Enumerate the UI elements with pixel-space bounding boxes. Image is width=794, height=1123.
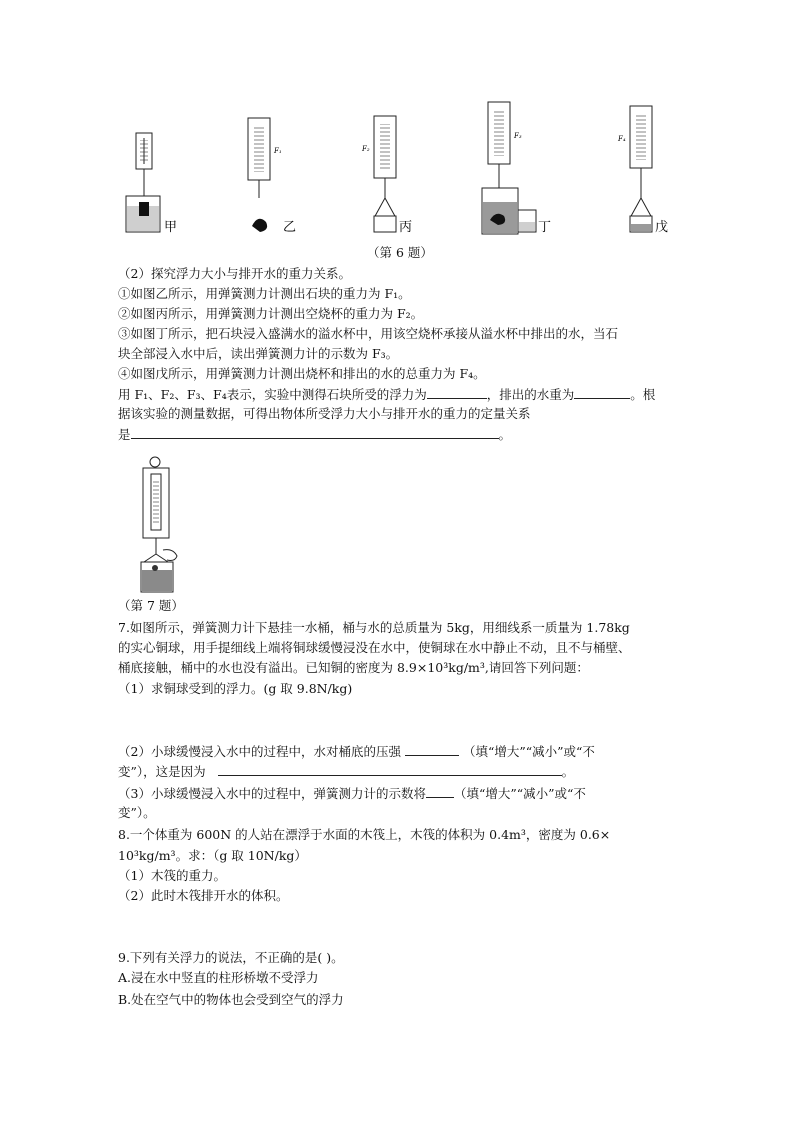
label-bing: 丙 — [399, 220, 413, 235]
q7-sub2b: （填“增大”“减小”或“不 — [462, 744, 595, 759]
q6-2-fill-a: 用 F₁、F₂、F₃、F₄表示，实验中测得石块所受的浮力为 — [118, 387, 427, 402]
q6-2-step3a: ③如图丁所示，把石块浸入盛满水的溢水杯中，用该空烧杯承接从溢水杯中排出的水，当石 — [118, 326, 619, 341]
q8-sub2: （2）此时木筏排开水的体积。 — [118, 888, 289, 903]
label-wu: 戊 — [655, 220, 669, 235]
q6-2-step4: ④如图戊所示，用弹簧测力计测出烧杯和排出的水的总重力为 F₄。 — [118, 366, 486, 381]
q7-sub2c: 变”），这是因为 — [118, 764, 206, 779]
blank-reason[interactable] — [218, 761, 562, 776]
apparatus-wu — [617, 106, 668, 235]
q6-2-title: （2）探究浮力大小与排开水的重力关系。 — [118, 266, 351, 281]
q6-2-step3b: 块全部浸入水中后，读出弹簧测力计的示数为 F₃。 — [118, 346, 399, 361]
q7-line1: 7.如图所示，弹簧测力计下悬挂一水桶，桶与水的总质量为 5kg，用细线系一质量为 1.78kg — [118, 620, 630, 635]
q6-2-fill-e: 是 — [118, 427, 131, 442]
figure-7-caption: （第 7 题） — [118, 598, 184, 613]
blank-pressure[interactable] — [405, 741, 459, 756]
label-yi: 乙 — [283, 220, 297, 235]
q7-line2: 的实心铜球，用手提细线上端将铜球缓慢浸没在水中，使铜球在水中静止不动，且不与桶壁、 — [118, 640, 631, 655]
blank-water-weight[interactable] — [574, 384, 630, 399]
figure-7 — [125, 456, 195, 596]
q6-2-fill-d: 据该实验的测量数据，可得出物体所受浮力大小与排开水的重力的定量关系 — [118, 406, 531, 421]
q6-2-fill-c: 。根 — [630, 387, 656, 402]
q7-line3: 桶底接触，桶中的水也没有溢出。已知铜的密度为 8.9×10³kg/m³,请回答下列问题： — [118, 660, 589, 675]
label-ding: 丁 — [538, 220, 552, 235]
q7-sub3c: 变”）。 — [118, 805, 156, 820]
label-jia: 甲 — [164, 220, 178, 235]
q7-sub3a: （3）小球缓慢浸入水中的过程中，弹簧测力计的示数将 — [118, 786, 426, 801]
apparatus-yi — [248, 118, 296, 235]
q7-sub2-line2 — [118, 761, 574, 782]
force-f1: F₁ — [274, 147, 282, 155]
blank-reading[interactable] — [426, 783, 454, 798]
q6-2-step1: ①如图乙所示，用弹簧测力计测出石块的重力为 F₁。 — [118, 286, 411, 301]
force-f4: F₄ — [618, 135, 626, 143]
q7-sub1: （1）求铜球受到的浮力。(g 取 9.8N/kg) — [118, 681, 353, 696]
q7-sub2-line1 — [118, 741, 595, 762]
q6-2-fill-b: ，排出的水重为 — [486, 387, 575, 402]
q6-2-fill-f: 。 — [498, 427, 512, 442]
q8-line2: 10³kg/m³。求：（g 取 10N/kg） — [118, 848, 307, 863]
figure-6-caption: （第 6 题） — [367, 245, 433, 260]
q6-2-fill-line1 — [118, 384, 655, 405]
blank-buoyancy[interactable] — [427, 384, 487, 399]
q8-line1: 8.一个体重为 600N 的人站在漂浮于水面的木筏上，木筏的体积为 0.4m³，密度为 0.6× — [118, 827, 611, 842]
force-f2: F₂ — [362, 145, 370, 153]
apparatus-bing — [361, 116, 412, 235]
q9-option-a[interactable]: A.浸在水中竖直的柱形桥墩不受浮力 — [118, 970, 319, 985]
q7-sub3-line1 — [118, 783, 586, 804]
apparatus-jia — [126, 133, 177, 235]
q8-sub1: （1）木筏的重力。 — [118, 868, 226, 883]
q9-option-b[interactable]: B.处在空气中的物体也会受到空气的浮力 — [118, 992, 344, 1007]
q7-sub2d: 。 — [561, 764, 575, 779]
q9-stem: 9.下列有关浮力的说法，不正确的是( )。 — [118, 950, 344, 965]
q6-2-step2: ②如图丙所示，用弹簧测力计测出空烧杯的重力为 F₂。 — [118, 306, 424, 321]
force-f3: F₃ — [514, 132, 522, 140]
apparatus-ding — [482, 102, 551, 235]
q7-sub3b: （填“增大”“减小”或“不 — [453, 786, 586, 801]
q6-2-fill-line3 — [118, 424, 511, 445]
blank-relationship[interactable] — [131, 424, 499, 439]
q7-sub2a: （2）小球缓慢浸入水中的过程中，水对桶底的压强 — [118, 744, 401, 759]
